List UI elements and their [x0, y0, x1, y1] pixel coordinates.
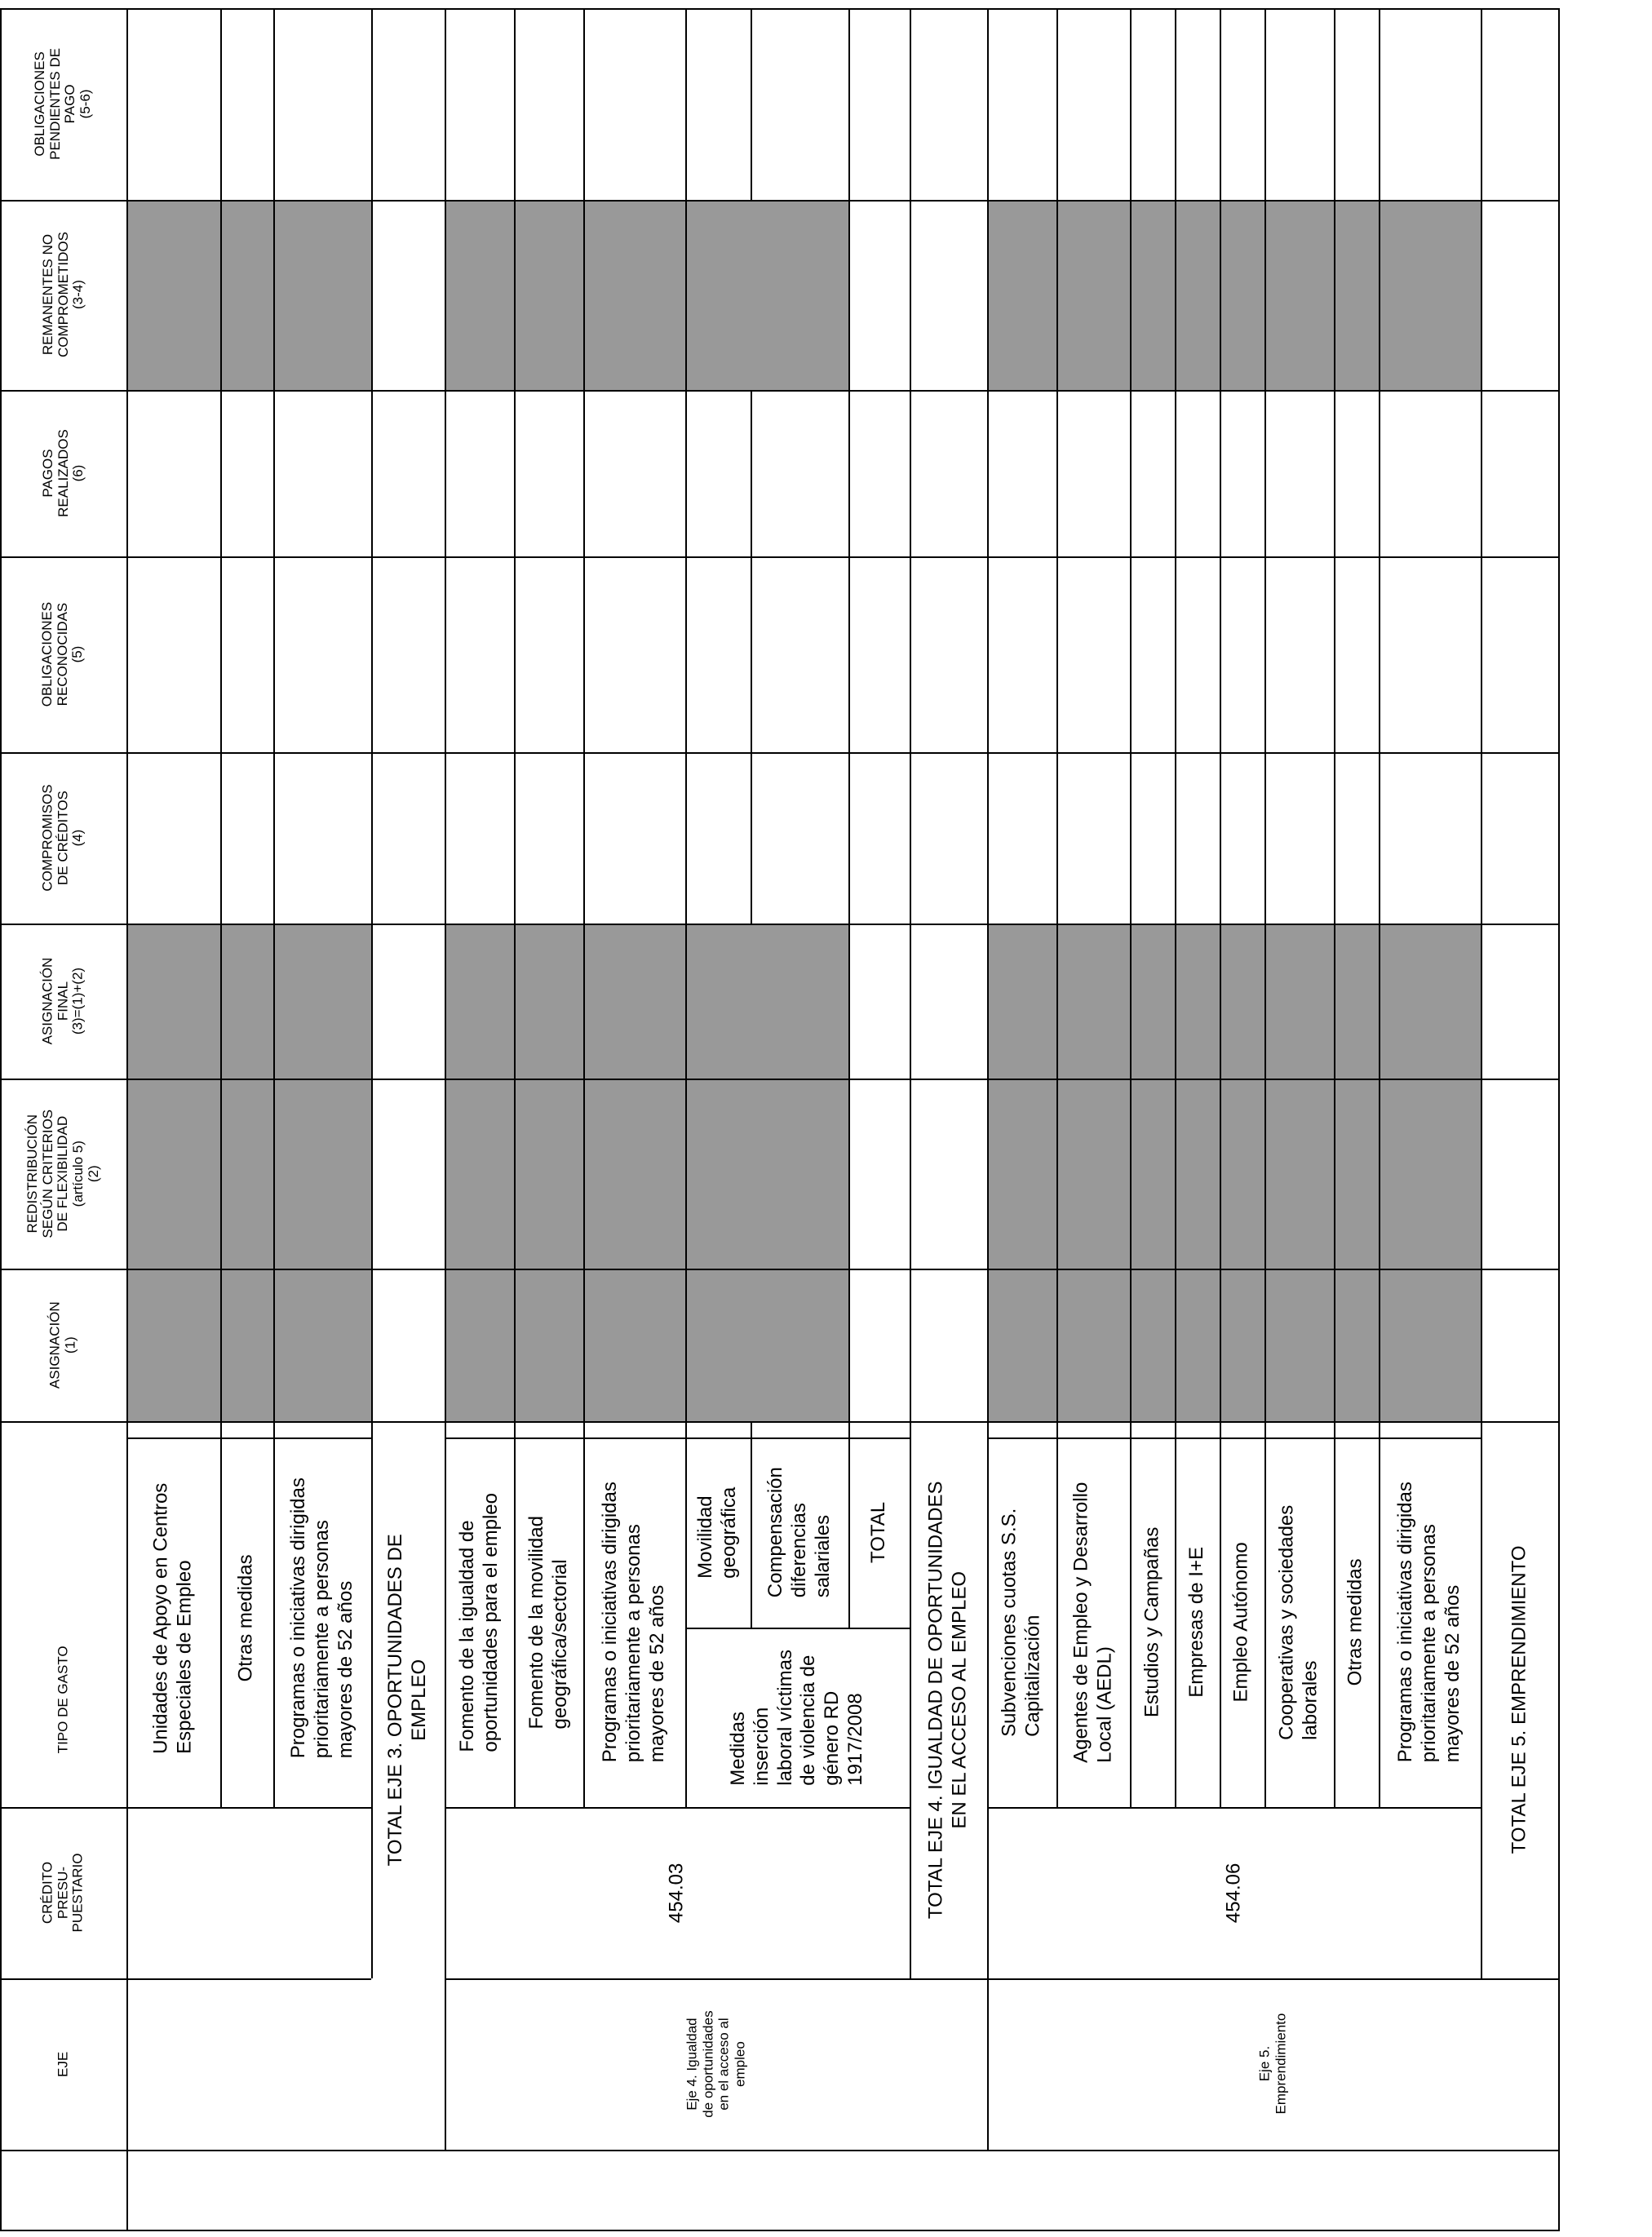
eje5-row-6-label: Cooperativas y sociedades laborales — [1275, 1504, 1322, 1740]
header-credito-label: CRÉDITO PRESU- PUESTARIO — [39, 1853, 86, 1933]
header-obligaciones-reconocidas: OBLIGACIONES RECONOCIDAS (5) — [39, 601, 86, 707]
shade-eje4-remanentes — [445, 200, 848, 390]
eje3-total-label: TOTAL EJE 3. OPORTUNIDADES DE EMPLEO — [384, 1533, 431, 1867]
eje3-row-3-label: Programas o iniciativas dirigidas prioritariamente a personas mayores de 52 años — [286, 1477, 357, 1759]
row-sep-eje4-4a — [751, 8, 752, 200]
row-sep-eje4-2 — [583, 8, 585, 1807]
eje5-credito: 454.06 — [1222, 1863, 1245, 1923]
row-sep-eje5-7 — [1379, 8, 1380, 1807]
header-obligaciones-pendientes: OBLIGACIONES PENDIENTES DE PAGO (5-6) — [32, 48, 94, 160]
eje5-eje-label: Eje 5. Emprendimiento — [1256, 2013, 1288, 2115]
row-sep-header — [126, 8, 128, 2231]
eje4-row-2-label: Fomento de la movilidad geográfica/sectorial — [525, 1515, 571, 1730]
row-sep-eje4-1 — [514, 8, 516, 1807]
header-tipo-gasto-label: TIPO DE GASTO — [55, 1646, 71, 1754]
row-sep-eje5-1 — [1056, 8, 1058, 1807]
row-sep-eje5-5 — [1264, 8, 1266, 1807]
shade-eje3-assign — [126, 924, 371, 1421]
eje5-row-5-label: Empleo Autónomo — [1230, 1542, 1253, 1703]
row-sep-eje4-3 — [685, 8, 687, 1807]
frame-right — [1558, 8, 1560, 2231]
row-sep-eje3-total — [371, 8, 373, 1978]
header-compromisos: COMPROMISOS DE CRÉDITOS (4) — [39, 784, 86, 892]
header-asignacion-final: ASIGNACIÓN FINAL (3)=(1)+(2) — [39, 957, 86, 1045]
col-sep-compromisos — [0, 924, 1560, 925]
eje3-row-1-label: Unidades de Apoyo en Centros Especiales de Empleo — [149, 1482, 196, 1754]
header-eje-label: EJE — [55, 2051, 71, 2077]
header-eje — [0, 1978, 126, 2150]
row-sep-eje4-5 — [848, 8, 850, 1628]
col-sep-asignacion-final — [0, 1079, 1560, 1080]
header-redistribucion: REDISTRIBUCIÓN SEGÚN CRITERIOS DE FLEXIBILIDAD (artículo 5) (2) — [24, 1109, 101, 1238]
col-sep-obligaciones — [0, 752, 1560, 754]
eje4-medidas-movilidad: Movilidad geográfica — [694, 1486, 741, 1579]
col-sep-eje-4 — [445, 1978, 1560, 1980]
row-sep-eje3-1 — [220, 8, 222, 1807]
col-sep-credito-3 — [0, 1807, 371, 1809]
frame-top — [0, 8, 1560, 10]
col-sep-pendientes — [0, 200, 1560, 202]
col-sep-remanentes — [0, 390, 1560, 392]
shade-eje3-remanentes — [126, 200, 371, 390]
row-sep-eje5-2 — [1130, 8, 1132, 1807]
row-sep-eje5-4 — [1220, 8, 1221, 1807]
header-pagos-realizados: PAGOS REALIZADOS (6) — [39, 429, 86, 517]
col-sep-redistribucion — [0, 1269, 1560, 1270]
eje4-credito: 454.03 — [665, 1863, 688, 1923]
frame-bottom — [0, 2230, 1560, 2231]
col-sep-credito-4 — [445, 1807, 910, 1809]
row-sep-eje3-2 — [273, 8, 275, 1807]
row-sep-eje4-end — [987, 8, 989, 2151]
shade-eje5-assign — [987, 924, 1481, 1421]
col-sep-tipo-5 — [987, 1437, 1481, 1439]
eje5-row-2-label: Agentes de Empleo y Desarrollo Local (AEDL) — [1070, 1482, 1115, 1763]
eje4-row-1-label: Fomento de la igualdad de oportunidades para el empleo — [455, 1492, 502, 1752]
row-sep-eje5-3 — [1175, 8, 1176, 1807]
col-sep-medidas — [685, 1628, 910, 1629]
eje4-medidas-compensacion: Compensación diferencias salariales — [764, 1467, 834, 1598]
row-sep-eje4-total — [910, 8, 911, 1978]
header-tipo-gasto — [0, 1421, 126, 1978]
row-sep-eje4-4b — [751, 390, 752, 924]
eje4-row-3-label: Programas o iniciativas dirigidas prioritariamente a personas mayores de 52 años — [599, 1482, 668, 1763]
eje3-row-2-label: Otras medidas — [235, 1554, 258, 1682]
frame-left — [0, 8, 2, 2231]
row-sep-eje3-end — [445, 8, 446, 2151]
header-asignacion: ASIGNACIÓN (1) — [47, 1301, 78, 1389]
eje5-row-1-label: Subvenciones cuotas S.S. Capitalización — [998, 1508, 1044, 1737]
row-sep-eje5-6 — [1334, 8, 1335, 1807]
eje4-medidas-total: TOTAL — [867, 1501, 890, 1564]
eje5-row-3-label: Estudios y Campañas — [1140, 1526, 1163, 1718]
eje5-row-7-label: Otras medidas — [1344, 1558, 1367, 1686]
shade-eje5-remanentes — [987, 200, 1481, 390]
eje4-total-label: TOTAL EJE 4. IGUALDAD DE OPORTUNIDADES EN EL ACCESO AL EMPLEO — [924, 1481, 971, 1919]
col-sep-asignacion — [0, 1421, 1560, 1423]
shade-eje4-assign — [445, 924, 848, 1421]
eje4-eje-label: Eje 4. Igualdad de oportunidades en el acceso al empleo — [684, 2010, 748, 2118]
col-sep-pagos — [0, 556, 1560, 558]
col-sep-tipo-3 — [126, 1437, 371, 1439]
col-sep-eje — [0, 1978, 371, 1980]
row-sep-eje4-4c — [751, 1421, 752, 1628]
eje5-row-4-label: Empresas de I+E — [1185, 1547, 1208, 1698]
header-remanentes: REMANENTES NO COMPROMETIDOS (3-4) — [39, 232, 86, 358]
col-sep-credito-5 — [987, 1807, 1481, 1809]
row-sep-eje5-8 — [1481, 8, 1482, 1978]
col-sep-eje-bottom — [0, 2150, 1560, 2151]
eje4-medidas-label: Medidas inserción laboral víctimas de violencia de género RD 1917/2008 — [727, 1649, 867, 1786]
eje5-total-label: TOTAL EJE 5. EMPRENDIMIENTO — [1508, 1545, 1530, 1854]
eje5-row-8-label: Programas o iniciativas dirigidas prioritariamente a personas mayores de 52 años — [1394, 1482, 1464, 1763]
